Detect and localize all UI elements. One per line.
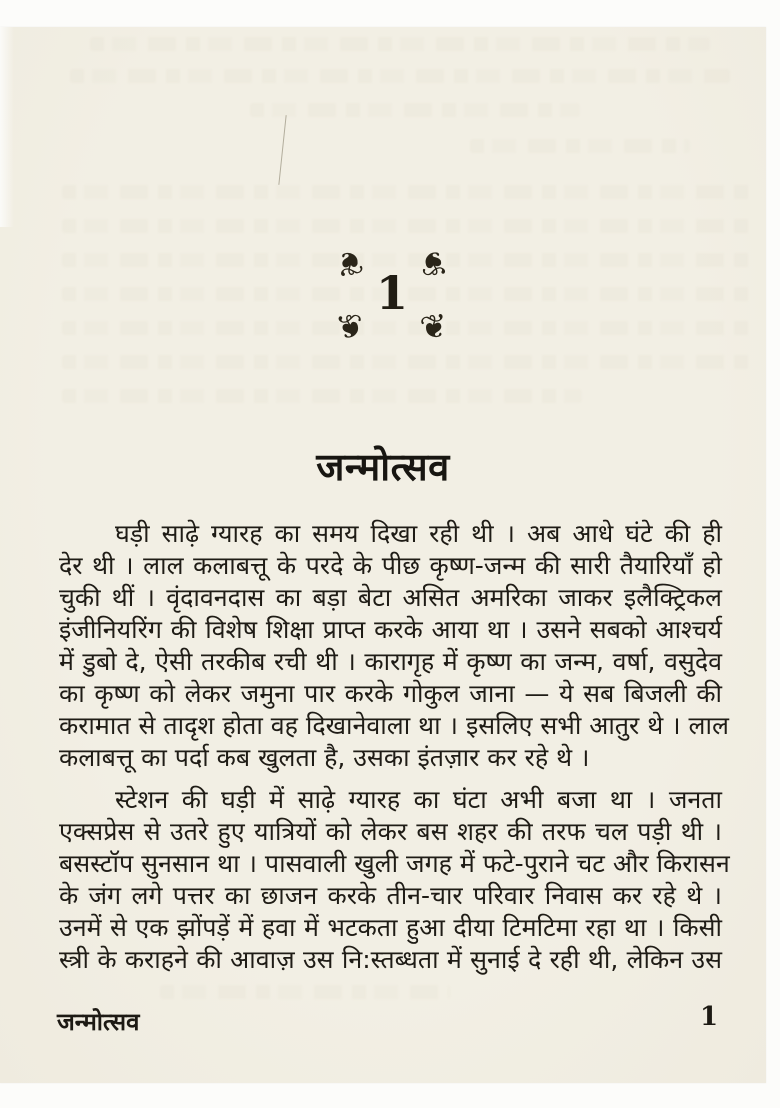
bleed-through-line [160,985,450,999]
text-line: एक्सप्रेस से उतरे हुए यात्रियों को लेकर बस शहर की तरफ चल पड़ी थी । [59,817,722,846]
footer-running-title: जन्मोत्सव [57,1008,140,1036]
chapter-ornament [333,242,451,348]
text-line: करामात से तादृश होता वह दिखानेवाला था । इसलिए सभी आतुर थे । लाल [59,711,729,740]
floral-corner-icon: ❦ [333,242,367,285]
text-line: चुकी थीं । वृंदावनदास का बड़ा बेटा असित अमरिका जाकर इलैक्ट्रिकल [59,583,722,612]
page-edge-fade [0,27,14,227]
paragraph [59,518,729,774]
bleed-through-line [62,219,752,233]
floral-corner-icon: ❦ [417,242,451,285]
text-line: में डुबो दे, ऐसी तरकीब रची थी । कारागृह में कृष्ण का जन्म, वर्षा, वसुदेव [59,647,722,676]
text-line: स्टेशन की घड़ी में साढ़े ग्यारह का घंटा अभी बजा था । जनता [115,785,722,814]
body-text [59,518,730,976]
text-line: बसस्टॉप सुनसान था । पासवाली खुली जगह में फटे-पुराने चट और किरासन [59,849,730,878]
text-line: के जंग लगे पत्तर का छाजन करके तीन-चार परिवार निवास कर रहे थे । [59,881,722,910]
text-line: देर थी । लाल कलाबत्तू के परदे के पीछ कृष्ण-जन्म की सारी तैयारियाँ हो [59,551,722,580]
bleed-through-line [62,389,582,403]
paper-crease [278,115,286,185]
text-line: इंजीनियरिंग की विशेष शिक्षा प्राप्त करके आया था । उसने सबको आश्चर्य [59,615,722,644]
footer-page-number: 1 [699,1002,719,1032]
text-line: कलाबत्तू का पर्दा कब खुलता है, उसका इंतज़ार कर रहे थे । [59,743,590,772]
floral-corner-icon: ❦ [417,305,451,348]
chapter-title: जन्मोत्सव [316,445,450,489]
text-line: स्त्री के कराहने की आवाज़ उस नि:स्तब्धता में सुनाई दे रही थी, लेकिन उस [59,945,722,974]
bleed-through-line [470,139,690,153]
bleed-through-line [90,37,710,51]
chapter-number: 1 [375,265,408,320]
bleed-through-line [250,103,580,117]
paragraph [59,784,730,976]
text-line: घड़ी साढ़े ग्यारह का समय दिखा रही थी । अब आधे घंटे की ही [115,519,722,548]
bleed-through-line [70,69,730,83]
text-line: का कृष्ण को लेकर जमुना पार करके गोकुल जाना — ये सब बिजली की [59,679,722,708]
floral-corner-icon: ❦ [333,305,367,348]
book-page [0,27,766,1083]
bleed-through-line [62,185,752,199]
bleed-through-line [62,355,752,369]
text-line: उनमें से एक झोंपड़ें में हवा में भटकता हुआ दीया टिमटिमा रहा था । किसी [59,913,722,942]
